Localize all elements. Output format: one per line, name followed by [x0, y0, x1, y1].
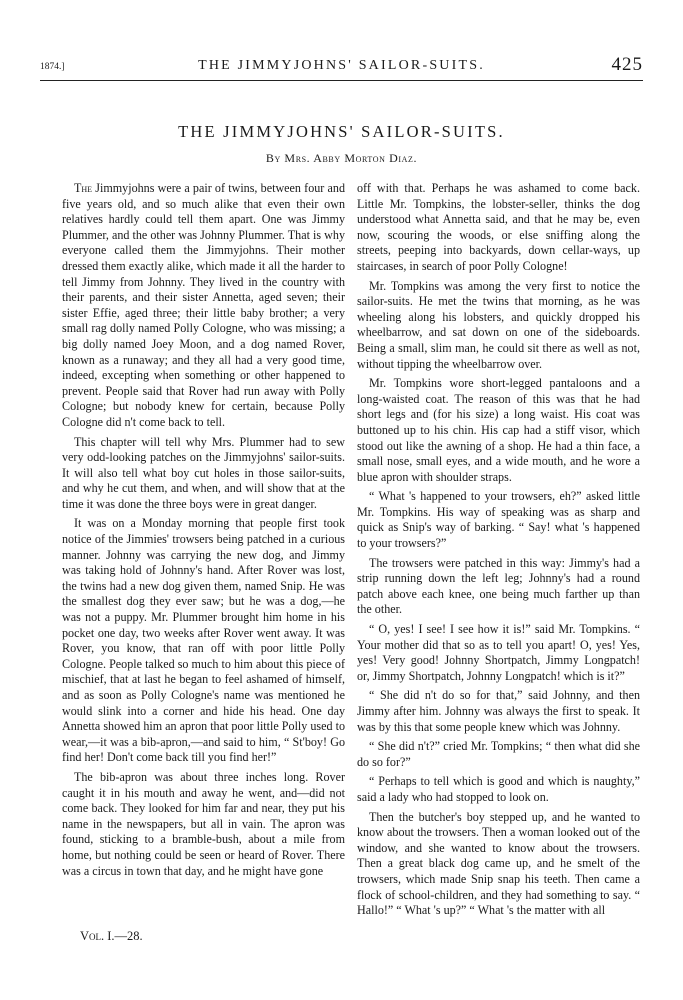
- paragraph: “ She did n't?” cried Mr. Tompkins; “ then what did she do so for?”: [357, 739, 640, 769]
- paragraph: [62, 181, 345, 431]
- running-title: THE JIMMYJOHNS' SAILOR-SUITS.: [198, 58, 485, 73]
- header-rule: [40, 80, 643, 81]
- paragraph-text: Jimmyjohns were a pair of twins, between four and five years old, and so much alike that even their own relatives hardly could tell them apart. One was Jimmy Plummer, and the other was Johnny Plummer. That is why everyone called them the Jimmyjohns. Their mother dressed them exactly alike, which made it all the harder to tell Jimmy from Johnny. They lived in the country with their parents, and their sister Annetta, aged seven; their sister Effie, aged three; their little baby brother; a very small rag dolly named Polly Cologne, who was missing; a big dolly named Joey Moon, and a dog named Rover, known as a runaway; and they all had a very good time, indeed, excepting when something or other happened to prevent. People said that Rover had run away with Polly Cologne; but nobody knew for certain, because Polly Cologne did n't come back to tell.: [62, 181, 345, 429]
- page-number: 425: [611, 54, 643, 75]
- paragraph: “ What 's happened to your trowsers, eh?” asked little Mr. Tompkins. His way of speaking was as sharp and quick as Snip's way of barking. “ Say! what 's happened to your trowsers?”: [357, 489, 640, 551]
- volume-signature: Vol. I.—28.: [80, 929, 143, 943]
- paragraph: Mr. Tompkins wore short-legged pantaloons and a long-waisted coat. The reason of this was that he had short legs and (for his size) a long waist. His coat was buttoned up to his chin. His cap had a stiff visor, which stood out like the awning of a shop. He had a thin face, a small nose, small eyes, and a wide mouth, and he wore a blue apron with shoulder straps.: [357, 376, 640, 484]
- running-head: [40, 54, 643, 76]
- paragraph: This chapter will tell why Mrs. Plummer had to sew very odd-looking patches on the Jimmyjohns' sailor-suits. It will also tell what boy cut holes in those sailor-suits, and why he cut them, and when, and will show that at the time it was done the three boys were in great danger.: [62, 434, 345, 511]
- opening-word: The: [74, 181, 93, 195]
- paragraph: Then the butcher's boy stepped up, and he wanted to know about the trowsers. Then a woman looked out of the window, and she wanted to know about the trowsers. Then a great black dog came up, and he smelt of the trowsers, which made Snip snap his teeth. Then came a flock of school-children, and they had something to say. “ Hallo!” “ What 's up?” “ What 's the matter with all: [357, 809, 640, 918]
- paragraph: The trowsers were patched in this way: Jimmy's had a strip running down the left leg; Johnny's had a round patch above each knee, one being much farther up than the other.: [357, 555, 640, 617]
- paragraph: It was on a Monday morning that people first took notice of the Jimmies' trowsers being patched in a curious manner. Johnny was carrying the new dog, and Jimmy was taking hold of Johnny's hand. After Rover was lost, the twins had a new dog given them, named Snip. He was the smallest dog they ever saw; but he was a dog,—he was not a puppy. Mr. Plummer brought him home in his pocket one day, two weeks after Rover went away. It was Rover, you know, that ran off with poor little Polly Cologne. People talked so much to him about this piece of mischief, that at last he began to feel ashamed of himself, and as soon as Polly Cologne's name was mentioned he would slink into a corner and hide his head. One day Annetta showed him an apron that poor little Polly used to wear,—it was a bib-apron,—and said to him, “ St'boy! Go find her! Don't come back till you find her!”: [62, 516, 345, 765]
- byline: By Mrs. Abby Morton Diaz.: [265, 151, 418, 165]
- paragraph: off with that. Perhaps he was ashamed to come back. Little Mr. Tompkins, the lobster-seller, thinks the dog understood what Annetta said, and that he may be, even now, scouring the woods, or else sniffing along the streets, peeping into backyards, down cellar-ways, up staircases, in search of poor Polly Cologne!: [357, 181, 640, 273]
- issue-date: 1874.]: [40, 62, 65, 72]
- right-column: [357, 181, 640, 923]
- left-column: [62, 181, 345, 883]
- paragraph: “ Perhaps to tell which is good and which is naughty,” said a lady who had stopped to look on.: [357, 774, 640, 804]
- paragraph: Mr. Tompkins was among the very first to notice the sailor-suits. He met the twins that morning, as he was wheeling along his lobsters, and quickly dropped his wheelbarrow, and sat down on one of the sideboards. Being a small, slim man, he could sit there as well as not, without tipping the wheelbarrow over.: [357, 278, 640, 371]
- paragraph: The bib-apron was about three inches long. Rover caught it in his mouth and away he went, and—did not come back. They looked for him far and near, they put his name in the newspapers, but all in vain. The apron was found, sticking to a bramble-bush, about a mile from home, but nothing could be seen or heard of Rover. There was a circus in town that day, and he might have gone: [62, 769, 345, 878]
- article-title: THE JIMMYJOHNS' SAILOR-SUITS.: [178, 122, 505, 141]
- paragraph: “ O, yes! I see! I see how it is!” said Mr. Tompkins. “ Your mother did that so as to tell you apart! O, yes! Yes, yes! Very good! Johnny Shortpatch, Jimmy Longpatch! or, Jimmy Shortpatch, Johnny Longpatch! which is it?”: [357, 622, 640, 683]
- paragraph: “ She did n't do so for that,” said Johnny, and then Jimmy after him. Johnny was always the first to speak. It was by this that some people knew which was Johnny.: [357, 688, 640, 734]
